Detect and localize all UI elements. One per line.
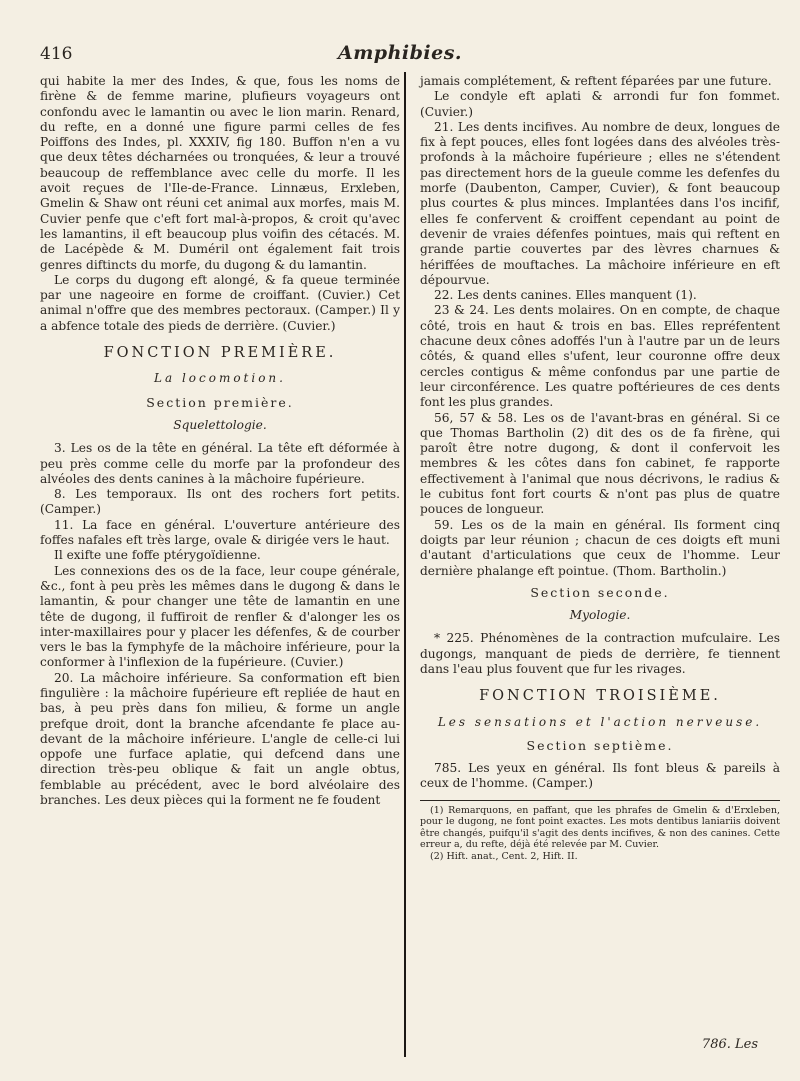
footnotes xyxy=(420,800,780,863)
heading-section: Section septième. xyxy=(526,737,674,753)
footnote: (2) Hift. anat., Cent. 2, Hift. II. xyxy=(430,850,578,862)
paragraph: 3. Les os de la tête en général. La tête eft déformée à peu près comme celle du morfe par la profondeur des alvéoles des dents canines à la mâchoire fupérieure. xyxy=(40,441,400,486)
heading-section: Section seconde. xyxy=(530,584,670,600)
heading-fonction: FONCTION PREMIÈRE. xyxy=(103,345,337,362)
paragraph: 20. La mâchoire inférieure. Sa conformation eft bien fingulière : la mâchoire fupérieure eft repliée de haut en bas, à peu près dans fon milieu, & forme un angle prefque droit, dont la branche afcendante fe place au-devant de la mâchoire inférieure. L'angle de celle-ci lui oppofe une furface aplatie, qui defcend dans une direction très-peu oblique & fait un angle obtus, femblable au précédent, avec le bord alvéolaire des branches. Les deux pièces qui la forment ne fe foudent xyxy=(40,670,400,808)
paragraph: 21. Les dents incifives. Au nombre de deux, longues de fix à fept pouces, elles font logées dans des alvéoles très-profonds à la mâchoire fupérieure ; elles ne s'étendent pas directement hors de la gueule comme les defenfes du morfe (Daubenton, Camper, Cuvier), & font beaucoup plus courtes & plus minces. Implantées dans l'os incifif, elles fe confervent & croiffent cependant au point de devenir de vraies défenfes pointues, mais qui reftent en grande partie couvertes par des lèvres charnues & hériffées de mouftaches. La mâchoire inférieure en eft dépourvue. xyxy=(420,119,780,287)
heading-subsection: Squelettologie. xyxy=(173,417,267,432)
paragraph: Il exifte une foffe ptérygoïdienne. xyxy=(54,548,261,563)
paragraph: qui habite la mer des Indes, & que, fous les noms de firène & de femme marine, plufieurs voyageurs ont confondu avec le lamantin ou avec le lion marin. Renard, du refte, en a donné une figure parmi celles de fes Poiffons des Indes, pl. XXXIV, fig 180. Buffon n'en a vu que deux têtes décharnées ou tronquées, & leur a trouvé beaucoup de reffemblance avec celle du morfe. Il les avoit reçues de l'Ile-de-France. Linnæus, Erxleben, Gmelin & Shaw ont réuni cet animal aux morfes, mais M. Cuvier penfe que c'eft fort mal-à-propos, & croit qu'avec les lamantins, il eft beaucoup plus voifin des cétacés. M. de Lacépède & M. Duméril ont également fait trois genres diftincts du morfe, du dugong & du lamantin. xyxy=(40,74,400,272)
paragraph: 23 & 24. Les dents molaires. On en compte, de chaque côté, trois en haut & trois en bas. Elles repréfentent chacune deux cônes adoffés l'un à l'autre par un de leurs côtés, & quand elles s'ufent, leur couronne offre deux cercles contigus & même confondus par une partie de leur circonférence. Les quatre poftérieures de ces dents font les plus grandes. xyxy=(420,303,780,410)
paragraph: 56, 57 & 58. Les os de l'avant-bras en général. Si ce que Thomas Bartholin (2) dit des os de fa firène, qui paroît être notre dugong, & dont il confervoit les membres & les côtes dans fon cabinet, fe rapporte effectivement à l'animal que nous décrivons, le radius & le cubitus font fort courts & n'ont pas plus de quatre pouces de longueur. xyxy=(420,410,780,517)
paragraph: * 225. Phénomènes de la contraction mufculaire. Les dugongs, manquant de pieds de derrière, fe tiennent dans l'eau plus fouvent que fur les rivages. xyxy=(420,631,780,676)
paragraph: 11. La face en général. L'ouverture antérieure des foffes nafales eft très large, ovale & dirigée vers le haut. xyxy=(40,517,400,548)
heading-sensations: Les sensations et l'action nerveuse. xyxy=(437,714,763,729)
heading-subsection: Myologie. xyxy=(569,608,631,623)
column-divider xyxy=(404,72,406,1057)
right-column xyxy=(420,74,780,862)
paragraph: 785. Les yeux en général. Ils font bleus & pareils à ceux de l'homme. (Camper.) xyxy=(420,761,780,791)
paragraph: Le condyle eft aplati & arrondi fur fon fommet. (Cuvier.) xyxy=(420,89,780,119)
paragraph: Le corps du dugong eft alongé, & fa queue terminée par une nageoire en forme de croiffant. (Cuvier.) Cet animal n'offre que des membres pectoraux. (Camper.) Il y a abfence totale des pieds de derrière. (Cuvier.) xyxy=(40,272,400,333)
paragraph: Les connexions des os de la face, leur coupe générale, &c., font à peu près les mêmes dans le dugong & dans le lamantin, & pour changer une tête de lamantin en une tête de dugong, il fuffiroit de renfler & d'alonger les os inter-maxillaires pour y placer les défenfes, & de courber vers le bas la fymphyfe de la mâchoire inférieure, pour la conformer à l'inflexion de la fupérieure. (Cuvier.) xyxy=(40,563,400,670)
heading-locomotion: La locomotion. xyxy=(154,371,286,386)
left-column xyxy=(40,74,400,808)
running-title: Amphibies. xyxy=(337,42,463,64)
paragraph: jamais complétement, & reftent féparées par une future. xyxy=(420,74,772,88)
paragraph: 8. Les temporaux. Ils ont des rochers fort petits. (Camper.) xyxy=(40,487,400,517)
paragraph: 22. Les dents canines. Elles manquent (1). xyxy=(434,288,697,303)
page-number: 416 xyxy=(40,44,73,64)
catchword: 786. Les xyxy=(701,1037,758,1052)
paragraph: 59. Les os de la main en général. Ils forment cinq doigts par leur réunion ; chacun de ces doigts eft muni d'autant d'articulations que ceux de l'homme. Leur dernière phalange eft pointue. (Thom. Bartholin.) xyxy=(420,517,780,578)
heading-fonction: FONCTION TROISIÈME. xyxy=(479,688,721,705)
footnote: (1) Remarquons, en paffant, que les phrafes de Gmelin & d'Erxleben, pour le dugong, ne font point exactes. Les mots dentibus laniariis doivent être changés, puifqu'il s'agit des dents incifives, & non des canines. Cette erreur a, du refte, déjà été relevée par M. Cuvier. xyxy=(420,804,780,851)
heading-section: Section première. xyxy=(146,394,294,410)
